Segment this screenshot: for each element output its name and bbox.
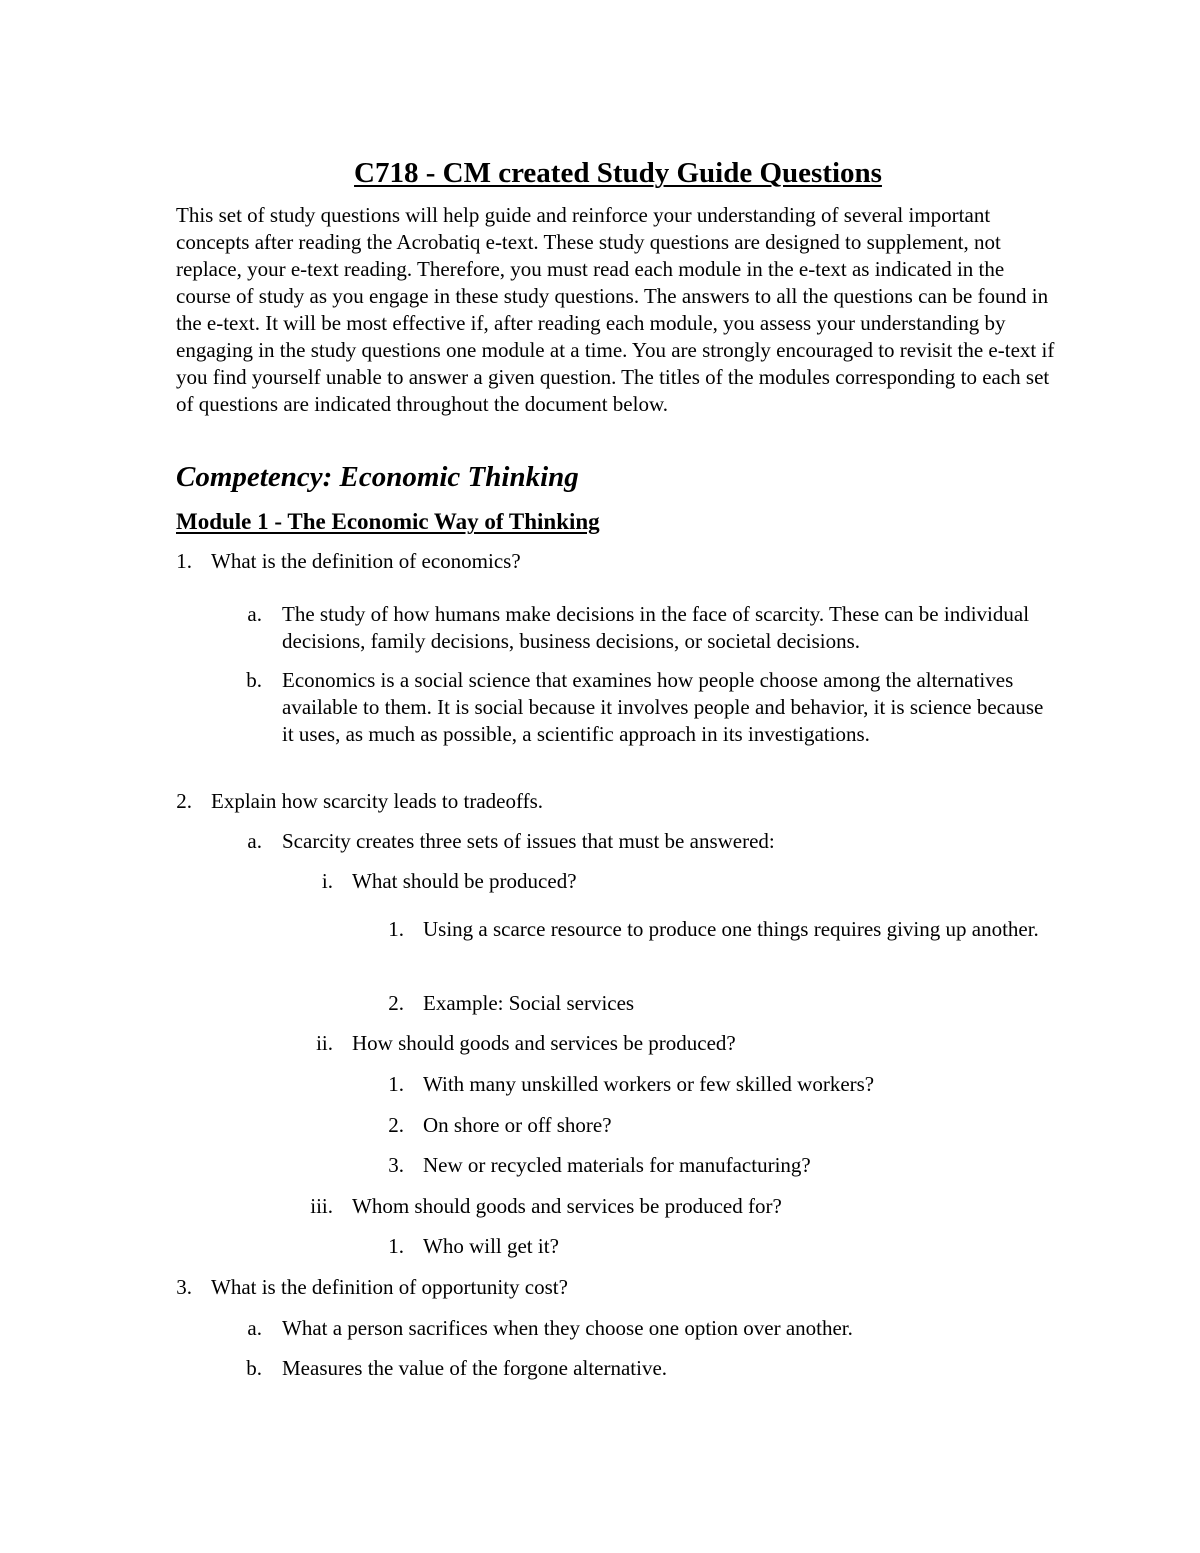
answer-marker: a. <box>247 1316 262 1340</box>
point-marker: 3. <box>388 1153 404 1177</box>
point-text: With many unskilled workers or few skilled workers? <box>423 1072 875 1096</box>
answer-text: What a person sacrifices when they choose one option over another. <box>282 1316 853 1340</box>
point-marker: 2. <box>388 1113 404 1137</box>
answer-text: The study of how humans make decisions in the face of scarcity. These can be individual decisions, family decisions, business decisions, or societal decisions. <box>282 602 1030 653</box>
subitem-marker: iii. <box>310 1194 333 1218</box>
question-marker: 2. <box>176 789 192 813</box>
subitem-text: Whom should goods and services be produced for? <box>352 1194 782 1218</box>
point-marker: 1. <box>388 917 404 941</box>
subitem-text: What should be produced? <box>352 869 577 893</box>
intro-paragraph: This set of study questions will help guide and reinforce your understanding of several important concepts after reading the Acrobatiq e-text. These study questions are designed to supplement, not replace, your e-text reading. Therefore, you must read each module in the e-text as indicated in the course of study as you engage in these study questions. The answers to all the questions can be found in the e-text. It will be most effective if, after reading each module, you assess your understanding by engaging in the study questions one module at a time. You are strongly encouraged to revisit the e-text if you find yourself unable to answer a given question. The titles of the modules corresponding to each set of questions are indicated throughout the document below. <box>176 203 1055 416</box>
point-text: New or recycled materials for manufacturing? <box>423 1153 811 1177</box>
point-text: On shore or off shore? <box>423 1113 612 1137</box>
subitem-marker: i. <box>321 869 333 893</box>
answer-text: Measures the value of the forgone alternative. <box>282 1356 668 1380</box>
point-marker: 1. <box>388 1072 404 1096</box>
competency-heading: Competency: Economic Thinking <box>176 461 579 493</box>
point-marker: 1. <box>388 1234 404 1258</box>
document-title: C718 - CM created Study Guide Questions <box>354 157 882 189</box>
answer-marker: a. <box>247 829 262 853</box>
subitem-text: How should goods and services be produced? <box>352 1031 736 1055</box>
module-heading: Module 1 - The Economic Way of Thinking <box>176 509 600 534</box>
point-text: Who will get it? <box>423 1234 559 1258</box>
question-marker: 3. <box>176 1275 192 1299</box>
subitem-marker: ii. <box>316 1031 333 1055</box>
question-text: Explain how scarcity leads to tradeoffs. <box>211 789 544 813</box>
question-text: What is the definition of opportunity cost? <box>211 1275 568 1299</box>
point-marker: 2. <box>388 991 404 1015</box>
answer-marker: b. <box>246 668 262 692</box>
answer-marker: a. <box>247 602 262 626</box>
answer-text: Scarcity creates three sets of issues that must be answered: <box>282 829 775 853</box>
answer-marker: b. <box>246 1356 262 1380</box>
question-marker: 1. <box>176 549 192 573</box>
answer-text: Economics is a social science that examines how people choose among the alternatives available to them. It is social because it involves people and behavior, it is science because it uses, as much as possible, a scientific approach in its investigations. <box>282 668 1044 746</box>
question-text: What is the definition of economics? <box>211 549 521 573</box>
point-text: Example: Social services <box>423 991 635 1015</box>
point-text: Using a scarce resource to produce one things requires giving up another. <box>423 917 1039 941</box>
